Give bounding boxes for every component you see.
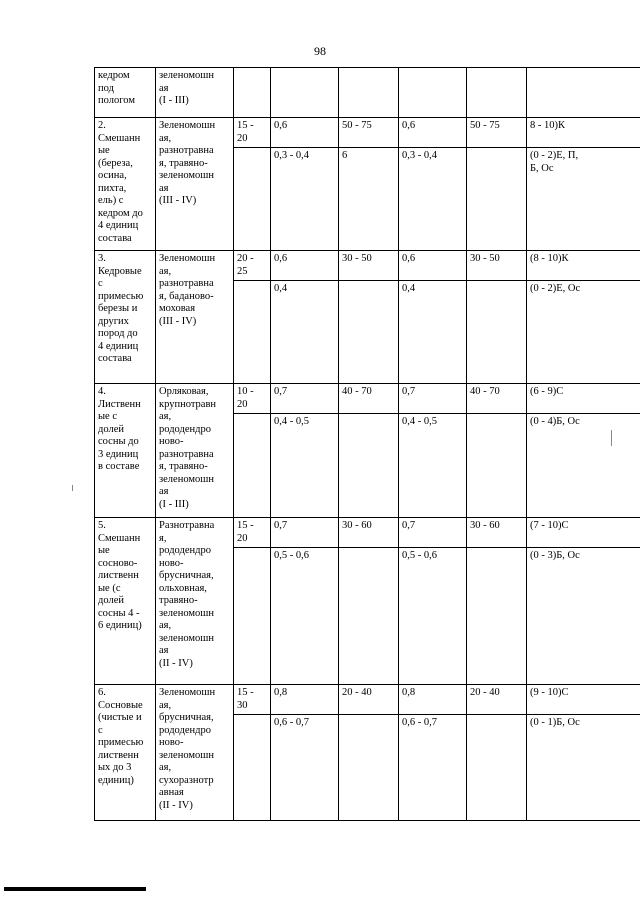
value-cell-d	[467, 281, 527, 384]
value-cell-b: 50 - 75	[339, 118, 399, 148]
empty-cell	[234, 281, 271, 384]
empty-cell	[234, 68, 271, 118]
empty-cell	[234, 548, 271, 685]
age-cell: 20 - 25	[234, 251, 271, 281]
empty-cell	[234, 148, 271, 251]
value-cell-a: 0,7	[271, 384, 339, 414]
value-cell-a: 0,7	[271, 518, 339, 548]
value-cell-d: 50 - 75	[467, 118, 527, 148]
value-cell-a: 0,4	[271, 281, 339, 384]
table-row	[95, 384, 640, 414]
forest-group-cell: Зеленомошн ая, разнотравна я, травяно- зеленомошн ая (III - IV)	[156, 118, 234, 251]
forest-type-cell: 6. Сосновые (чистые и с примесью лиственн ых до 3 единиц)	[95, 685, 156, 821]
table-row	[95, 118, 640, 148]
value-cell-d: 30 - 50	[467, 251, 527, 281]
value-cell-a: 0,3 - 0,4	[271, 148, 339, 251]
value-cell-composition: (0 - 2)Е, П, Б, Ос	[527, 148, 640, 251]
table-row	[95, 685, 640, 715]
value-cell-composition: (7 - 10)С	[527, 518, 640, 548]
value-cell-d	[467, 715, 527, 821]
value-cell-composition: 8 - 10)К	[527, 118, 640, 148]
table-row	[95, 251, 640, 281]
value-cell-a: 0,6	[271, 118, 339, 148]
value-cell-b: 20 - 40	[339, 685, 399, 715]
value-cell-b	[339, 548, 399, 685]
forest-type-cell: 3. Кедровые с примесью березы и других пород до 4 единиц состава	[95, 251, 156, 384]
value-cell-b: 6	[339, 148, 399, 251]
value-cell-c: 0,7	[399, 384, 467, 414]
age-cell: 15 - 30	[234, 685, 271, 715]
scan-mark	[611, 430, 612, 446]
decorative-bar	[4, 887, 146, 891]
value-cell-composition: (9 - 10)С	[527, 685, 640, 715]
forest-group-cell: Орляковая, крупнотравн ая, рододендро ново- разнотравна я, травяно- зеленомошн ая (I - III)	[156, 384, 234, 518]
empty-cell	[271, 68, 339, 118]
forest-group-cell: Зеленомошн ая, разнотравна я, баданово- моховая (III - IV)	[156, 251, 234, 384]
forest-type-cell: 2. Смешанн ые (береза, осина, пихта, ель) с кедром до 4 единиц состава	[95, 118, 156, 251]
forest-group-cell: Разнотравна я, рододендро ново- брусничная, ольховная, травяно- зеленомошн ая, зеленомошн ая (II - IV)	[156, 518, 234, 685]
value-cell-b	[339, 281, 399, 384]
empty-cell	[234, 715, 271, 821]
age-cell: 15 - 20	[234, 118, 271, 148]
value-cell-c: 0,3 - 0,4	[399, 148, 467, 251]
value-cell-a: 0,6	[271, 251, 339, 281]
empty-cell	[399, 68, 467, 118]
value-cell-b: 40 - 70	[339, 384, 399, 414]
value-cell-c: 0,7	[399, 518, 467, 548]
value-cell-c: 0,4 - 0,5	[399, 414, 467, 518]
page-number: 98	[314, 44, 326, 58]
value-cell-b	[339, 715, 399, 821]
age-cell: 10 - 20	[234, 384, 271, 414]
value-cell-c: 0,6	[399, 251, 467, 281]
value-cell-c: 0,8	[399, 685, 467, 715]
value-cell-b: 30 - 60	[339, 518, 399, 548]
table-row	[95, 518, 640, 548]
value-cell-d	[467, 414, 527, 518]
value-cell-b: 30 - 50	[339, 251, 399, 281]
table-row-continuation	[95, 68, 640, 118]
forest-group-cell: зеленомошн ая (I - III)	[156, 68, 234, 118]
value-cell-d	[467, 548, 527, 685]
value-cell-d: 30 - 60	[467, 518, 527, 548]
value-cell-composition: (6 - 9)С	[527, 384, 640, 414]
value-cell-c: 0,6	[399, 118, 467, 148]
value-cell-d: 20 - 40	[467, 685, 527, 715]
empty-cell	[467, 68, 527, 118]
value-cell-d	[467, 148, 527, 251]
value-cell-c: 0,5 - 0,6	[399, 548, 467, 685]
value-cell-a: 0,6 - 0,7	[271, 715, 339, 821]
forest-table	[94, 67, 640, 821]
value-cell-c: 0,6 - 0,7	[399, 715, 467, 821]
value-cell-c: 0,4	[399, 281, 467, 384]
value-cell-a: 0,8	[271, 685, 339, 715]
value-cell-composition: (0 - 2)Е, Ос	[527, 281, 640, 384]
scan-mark	[72, 485, 73, 491]
forest-type-cell: 4. Лиственн ые с долей сосны до 3 единиц в составе	[95, 384, 156, 518]
value-cell-composition: (0 - 3)Б, Ос	[527, 548, 640, 685]
forest-type-cell: 5. Смешанн ые сосново- лиственн ые (с долей сосны 4 - 6 единиц)	[95, 518, 156, 685]
empty-cell	[234, 414, 271, 518]
empty-cell	[527, 68, 640, 118]
value-cell-d: 40 - 70	[467, 384, 527, 414]
forest-table-body	[95, 68, 640, 821]
forest-type-cell: кедром под пологом	[95, 68, 156, 118]
empty-cell	[339, 68, 399, 118]
age-cell: 15 - 20	[234, 518, 271, 548]
value-cell-a: 0,4 - 0,5	[271, 414, 339, 518]
value-cell-composition: (0 - 1)Б, Ос	[527, 715, 640, 821]
value-cell-b	[339, 414, 399, 518]
value-cell-composition: (0 - 4)Б, Ос	[527, 414, 640, 518]
value-cell-a: 0,5 - 0,6	[271, 548, 339, 685]
forest-group-cell: Зеленомошн ая, брусничная, рододендро ново- зеленомошн ая, сухоразнотр авная (II - IV)	[156, 685, 234, 821]
value-cell-composition: (8 - 10)К	[527, 251, 640, 281]
